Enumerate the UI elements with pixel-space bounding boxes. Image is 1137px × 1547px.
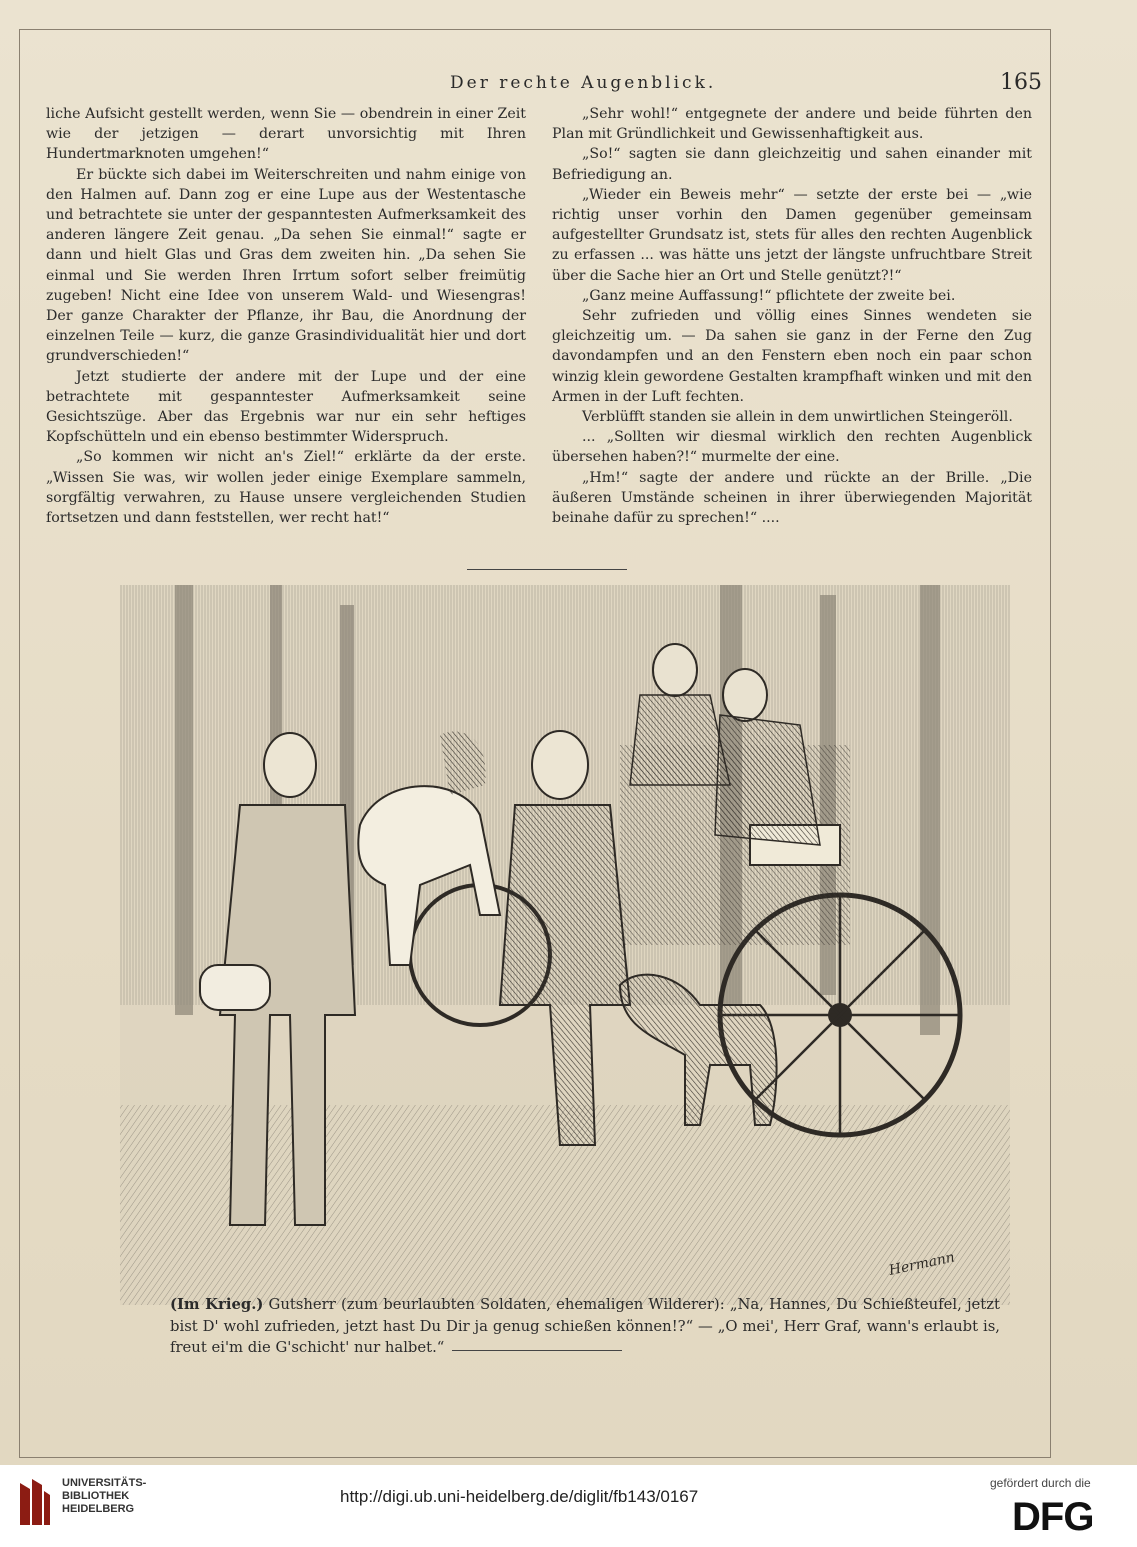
university-library-name <box>62 1477 146 1516</box>
paragraph: „Hm!“ sagte der andere und rückte an der Brille. „Die äußeren Umstände scheinen in ihrer überwiegenden Majorität beinahe dafür zu sprechen!“ .... <box>552 469 1032 527</box>
paragraph: Sehr zufrieden und völlig eines Sinnes wendeten sie gleichzeitig um. — Da sahen sie ganz in der Ferne den Zug davondampfen und an den Fenstern eben noch ein paar schon winzig klein gewordene Gestalten krampfhaft winken und mit den Armen in der Luft fechten. <box>552 308 1032 405</box>
funding-note: gefördert durch die <box>990 1476 1091 1490</box>
running-title: Der rechte Augenblick. <box>450 73 717 93</box>
engraving-illustration <box>120 585 1010 1305</box>
text-column-right <box>552 104 1032 528</box>
permalink[interactable]: http://digi.ub.uni-heidelberg.de/diglit/fb143/0167 <box>340 1487 699 1506</box>
illustration-caption <box>170 1294 1000 1359</box>
artist-signature: Hermann <box>887 1249 957 1279</box>
paragraph: Er bückte sich dabei im Weiterschreiten und nahm einige von den Halmen auf. Dann zog er eine Lupe aus der Westentasche und betrachtete sie unter der gespanntesten Aufmerksamkeit des anderen längere Zeit genau. „Da sehen Sie einmal!“ sagte er dann und hielt Glas und Gras dem zweiten hin. „Da sehen Sie einmal und Sie werden Ihren Irrtum sofort selber freimütig zugeben! Nicht eine Idee von unserem Wald- und Wiesengras! Der ganze Charakter der Pflanze, ihr Bau, die Anordnung der einzelnen Teile — kurz, die ganze Grasindividualität hier und dort grundverschieden!“ <box>46 166 526 365</box>
footer-bar <box>0 1465 1137 1547</box>
paragraph: „So!“ sagten sie dann gleichzeitig und sahen einander mit Befriedigung an. <box>552 146 1032 183</box>
library-line: HEIDELBERG <box>62 1503 135 1515</box>
caption-divider <box>452 1350 622 1351</box>
paragraph: Jetzt studierte der andere mit der Lupe und der eine betrachtete mit gespanntester Aufmerksamkeit seine Gesichtszüge. Aber das Ergebnis war nur ein sehr heftiges Kopfschütteln und ein ebenso bestimmter Widerspruch. <box>46 368 526 446</box>
dfg-logo: DFG <box>1012 1495 1094 1539</box>
caption-lead: (Im Krieg.) <box>170 1296 264 1313</box>
text-column-left <box>46 104 526 528</box>
university-library-logo-icon <box>14 1475 54 1533</box>
library-line: UNIVERSITÄTS- <box>62 1477 147 1489</box>
paragraph: ... „Sollten wir diesmal wirklich den rechten Augenblick übersehen haben?!“ murmelte der eine. <box>552 429 1032 466</box>
paragraph: „Wieder ein Beweis mehr“ — setzte der erste bei — „wie richtig unser vorhin den Damen gegenüber gemeinsam aufgestellter Grundsatz ist, stets für alles den rechten Augenblick zu erfassen ... was hätte uns jetzt der längste unfruchtbare Streit über die Sache hier an Ort und Stelle genützt?!“ <box>552 186 1032 284</box>
caption-text: Gutsherr (zum beurlaubten Soldaten, ehemaligen Wilderer): „Na, Hannes, Du Schießteufel, jetzt bist D' wohl zufrieden, jetzt hast Du Dir ja genug schießen können!?“ — „O mei', Herr Graf, wann's erlaubt is, freut ei'm die G'schicht' nur halbet.“ <box>170 1296 1000 1356</box>
page-header <box>20 70 1050 100</box>
page-number: 165 <box>1000 70 1042 95</box>
section-divider <box>467 569 627 570</box>
paragraph: liche Aufsicht gestellt werden, wenn Sie — obendrein in einer Zeit wie der jetzigen — derart unvorsichtig mit Ihren Hundertmarknoten umgehen!“ <box>46 106 526 163</box>
paragraph: „So kommen wir nicht an's Ziel!“ erklärte da der erste. „Wissen Sie was, wir wollen jeder einige Exemplare sammeln, sorgfältig verwahren, zu Hause unsere vergleichenden Studien fortsetzen und dann feststellen, wer recht hat!“ <box>46 449 526 527</box>
paragraph: „Ganz meine Auffassung!“ pflichtete der zweite bei. <box>582 287 956 304</box>
paragraph: „Sehr wohl!“ entgegnete der andere und beide führten den Plan mit Gründlichkeit und Gewissenhaftigkeit aus. <box>552 106 1032 143</box>
library-line: BIBLIOTHEK <box>62 1490 130 1502</box>
paragraph: Verblüfft standen sie allein in dem unwirtlichen Steingeröll. <box>582 409 1013 426</box>
